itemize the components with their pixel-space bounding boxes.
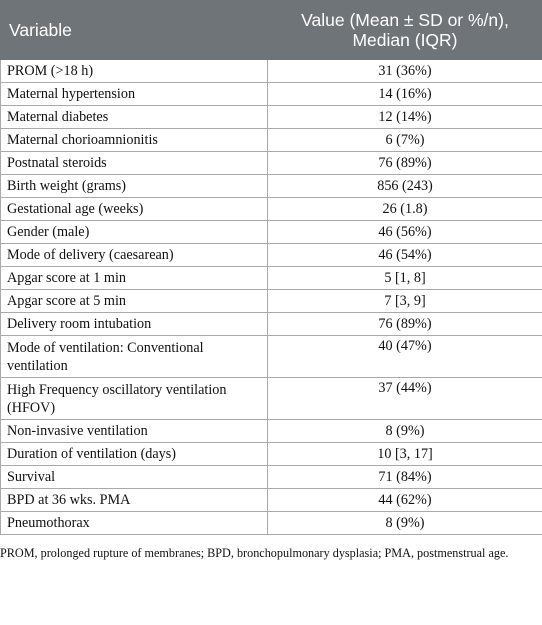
variable-cell: Delivery room intubation [1, 313, 268, 336]
value-cell: 76 (89%) [268, 313, 542, 336]
value-cell: 76 (89%) [268, 152, 542, 175]
table-row [1, 336, 542, 378]
table-row [1, 378, 542, 420]
value-cell: 71 (84%) [268, 466, 542, 489]
table-row [1, 512, 542, 535]
variable-cell: Mode of delivery (caesarean) [1, 244, 268, 267]
variable-cell: Gender (male) [1, 221, 268, 244]
variable-cell: PROM (>18 h) [1, 60, 268, 83]
header-value [268, 1, 542, 60]
value-cell: 10 [3, 17] [268, 443, 542, 466]
table-row [1, 267, 542, 290]
variable-cell: Maternal chorioamnionitis [1, 129, 268, 152]
value-cell: 37 (44%) [268, 378, 542, 420]
table-row [1, 489, 542, 512]
variable-cell: Mode of ventilation: Conventional ventilation [1, 336, 268, 378]
table-row [1, 313, 542, 336]
table-row [1, 129, 542, 152]
variable-cell: Postnatal steroids [1, 152, 268, 175]
variable-cell: Gestational age (weeks) [1, 198, 268, 221]
value-cell: 14 (16%) [268, 83, 542, 106]
value-cell: 26 (1.8) [268, 198, 542, 221]
table-row [1, 60, 542, 83]
value-cell: 8 (9%) [268, 420, 542, 443]
value-cell: 6 (7%) [268, 129, 542, 152]
variable-cell: High Frequency oscillatory ventilation (HFOV) [1, 378, 268, 420]
variable-cell: BPD at 36 wks. PMA [1, 489, 268, 512]
table-row [1, 420, 542, 443]
value-cell: 46 (54%) [268, 244, 542, 267]
table-row [1, 244, 542, 267]
value-cell: 5 [1, 8] [268, 267, 542, 290]
value-cell: 46 (56%) [268, 221, 542, 244]
variable-cell: Non-invasive ventilation [1, 420, 268, 443]
table-row [1, 83, 542, 106]
variable-cell: Survival [1, 466, 268, 489]
table-row [1, 221, 542, 244]
header-variable: Variable [1, 1, 268, 60]
variable-cell: Birth weight (grams) [1, 175, 268, 198]
table-row [1, 290, 542, 313]
header-value-line2: Median (IQR) [352, 30, 458, 50]
variable-cell: Duration of ventilation (days) [1, 443, 268, 466]
value-cell: 12 (14%) [268, 106, 542, 129]
value-cell: 44 (62%) [268, 489, 542, 512]
value-cell: 7 [3, 9] [268, 290, 542, 313]
table-row [1, 466, 542, 489]
variable-cell: Maternal hypertension [1, 83, 268, 106]
value-cell: 40 (47%) [268, 336, 542, 378]
variable-cell: Apgar score at 1 min [1, 267, 268, 290]
table-footnote: PROM, prolonged rupture of membranes; BPD, bronchopulmonary dysplasia; PMA, postmenstrual age. [0, 546, 509, 560]
table-row [1, 106, 542, 129]
value-cell: 8 (9%) [268, 512, 542, 535]
table-row [1, 443, 542, 466]
variable-cell: Pneumothorax [1, 512, 268, 535]
table-row [1, 152, 542, 175]
table-header-row [1, 1, 542, 60]
table-row [1, 198, 542, 221]
variable-cell: Apgar score at 5 min [1, 290, 268, 313]
value-cell: 31 (36%) [268, 60, 542, 83]
variable-cell: Maternal diabetes [1, 106, 268, 129]
value-cell: 856 (243) [268, 175, 542, 198]
table-row [1, 175, 542, 198]
header-value-line1: Value (Mean ± SD or %/n), [301, 10, 509, 30]
